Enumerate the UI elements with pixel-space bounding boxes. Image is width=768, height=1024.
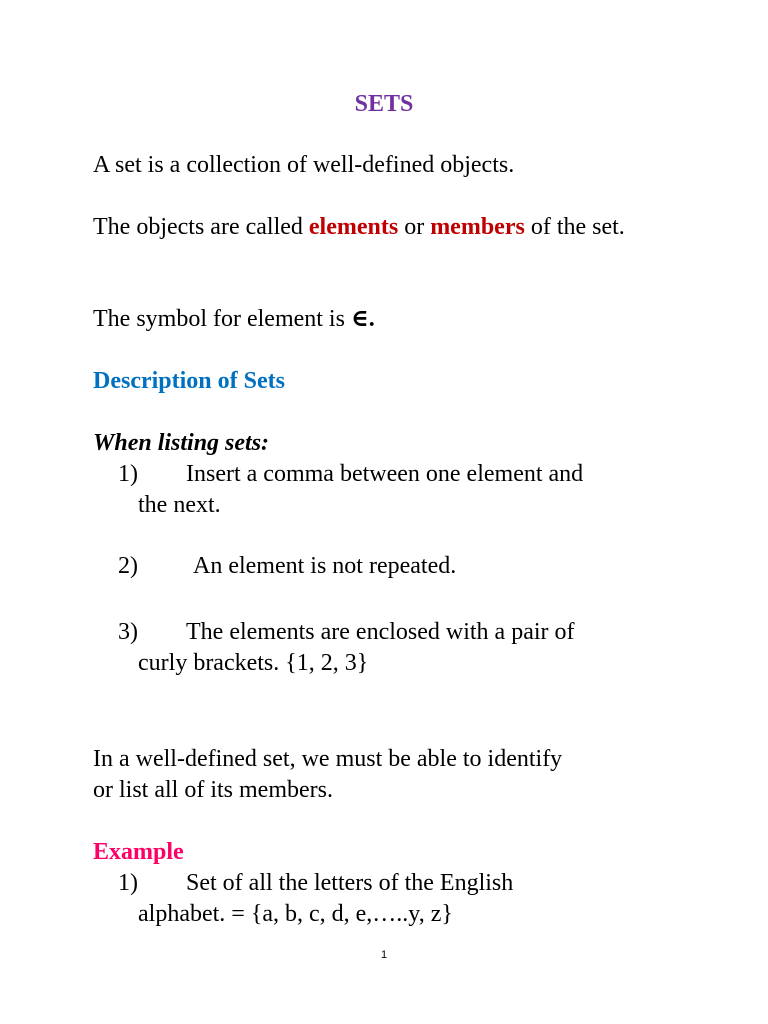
page-number: 1 <box>380 949 388 961</box>
example-item-text: Set of all the letters of the English <box>186 870 514 896</box>
list-item-continuation: the next. <box>138 492 221 518</box>
list-item-continuation: curly brackets. {1, 2, 3} <box>138 650 369 676</box>
listing-heading: When listing sets: <box>93 430 270 456</box>
element-symbol: ∈. <box>350 306 375 332</box>
well-defined-paragraph <box>93 744 693 806</box>
list-item-number: 3) <box>118 619 138 645</box>
page-title: SETS <box>354 91 414 117</box>
example-item-number: 1) <box>118 870 138 896</box>
elements-term: elements <box>308 214 399 240</box>
example-item-continuation: alphabet. = {a, b, c, d, e,…..y, z} <box>138 901 453 927</box>
members-term: members <box>430 214 525 240</box>
list-item <box>118 617 678 679</box>
list-item-number: 1) <box>118 461 138 487</box>
list-item <box>118 459 678 521</box>
list-item-text: Insert a comma between one element and <box>186 461 584 487</box>
symbol-paragraph <box>93 304 693 335</box>
list-item-text: An element is not repeated. <box>193 553 457 579</box>
well-defined-line-2: or list all of its members. <box>93 777 333 803</box>
example-heading: Example <box>93 839 184 865</box>
elements-paragraph <box>93 212 653 243</box>
list-item <box>118 551 678 582</box>
elements-prefix: The objects are called <box>93 214 309 240</box>
elements-suffix: of the set. <box>524 214 625 240</box>
definition-paragraph: A set is a collection of well-defined objects. <box>93 152 515 178</box>
description-heading: Description of Sets <box>93 368 285 394</box>
elements-middle: or <box>398 214 431 240</box>
well-defined-line-1: In a well-defined set, we must be able to identify <box>93 746 563 772</box>
list-item-number: 2) <box>118 553 138 579</box>
symbol-text: The symbol for element is <box>93 306 351 332</box>
example-item <box>118 868 678 930</box>
list-item-text: The elements are enclosed with a pair of <box>186 619 575 645</box>
